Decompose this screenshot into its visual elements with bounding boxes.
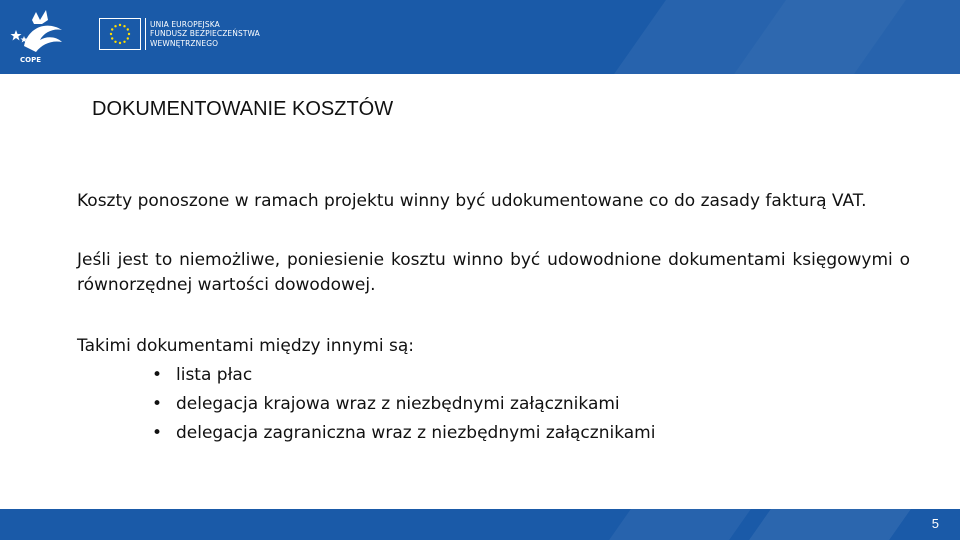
eu-line: UNIA EUROPEJSKA [150,19,220,29]
cope-logo-text: COPE [20,56,41,64]
eu-divider [145,18,146,50]
list-item [152,361,655,390]
paragraph-alternative: Jeśli jest to niemożliwe, poniesienie kosztu winno być udowodnione dokumentami księgowymi o równorzędnej wartości dowodowej. [77,250,910,295]
bullet-icon: • [152,394,163,414]
footer-decor-stripe [749,509,911,540]
eu-line: WEWNĘTRZNEGO [150,38,219,48]
bullet-icon: • [152,423,163,443]
bullet-icon: • [152,365,163,385]
cope-logo-icon [6,6,76,68]
eu-flag-icon [99,18,141,50]
header-bar [0,0,960,74]
eu-logo-text [150,20,260,49]
eu-logo-block [99,17,260,51]
paragraph-vat: Koszty ponoszone w ramach projektu winny być udokumentowane co do zasady fakturą VAT. [77,191,867,211]
list-item-text: delegacja zagraniczna wraz z niezbędnymi załącznikami [176,423,656,443]
footer-bar [0,509,960,540]
list-intro: Takimi dokumentami między innymi są: [77,336,415,356]
list-item-text: delegacja krajowa wraz z niezbędnymi załącznikami [176,394,620,414]
page-number: 5 [931,516,939,531]
document-list [152,361,655,448]
footer-decor-stripe [609,509,751,540]
list-item-text: lista płac [176,365,253,385]
list-item [152,419,655,448]
slide-title: DOKUMENTOWANIE KOSZTÓW [92,98,394,120]
eu-line: FUNDUSZ BEZPIECZEŃSTWA [150,29,260,39]
list-item [152,390,655,419]
